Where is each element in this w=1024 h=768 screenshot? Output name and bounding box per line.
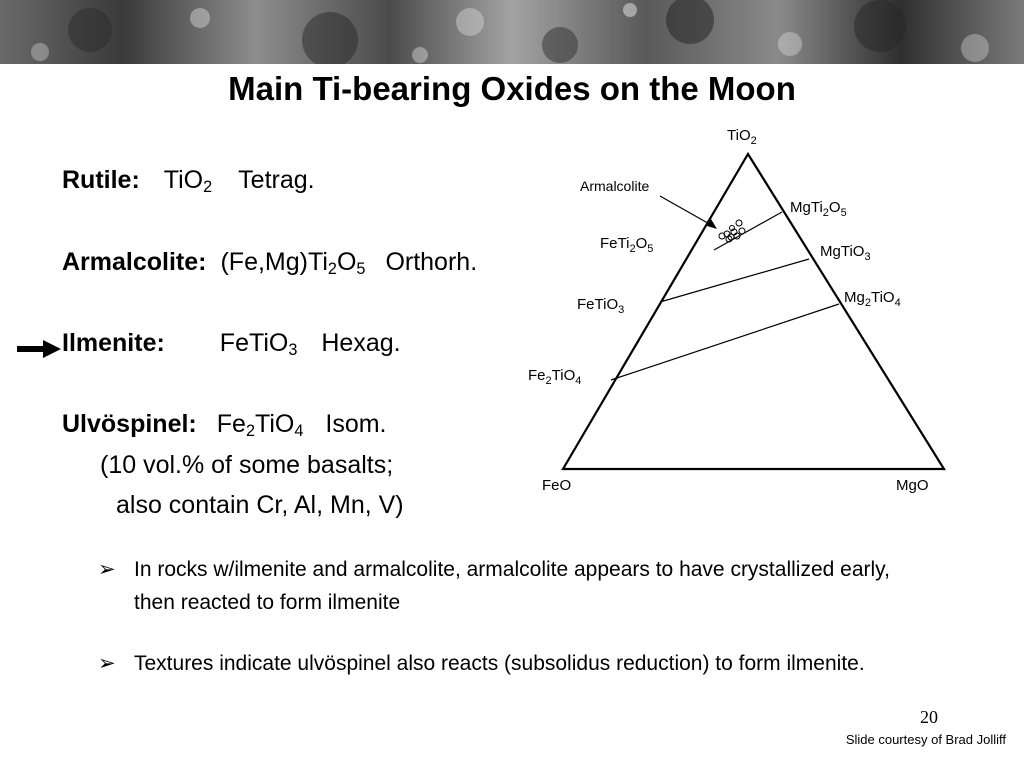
bullet-arrow-icon: ➢ xyxy=(98,652,116,675)
bullet-item xyxy=(98,553,898,619)
bullet-text: Textures indicate ulvöspinel also reacts (subsolidus reduction) to form ilmenite. xyxy=(134,652,865,675)
apex-label-tio2: TiO$_2$ xyxy=(727,127,757,147)
crystal-system: Hexag. xyxy=(321,329,401,357)
mineral-name: Ilmenite: xyxy=(62,329,165,357)
tie-line-ti2o5 xyxy=(714,212,782,250)
bullet-arrow-icon: ➢ xyxy=(98,558,116,581)
slide-credit: Slide courtesy of Brad Jolliff xyxy=(845,732,1006,747)
apex-label-mgo: MgO xyxy=(896,477,929,494)
crystal-system: Isom. xyxy=(325,410,387,438)
label-mgti2o5: $MgTi_2O_5$ xyxy=(790,199,847,219)
label-feti2o5: $FeTi_2O_5$ xyxy=(600,235,654,255)
crystal-system: Orthorh. xyxy=(385,248,478,276)
page-number: 20 xyxy=(920,707,938,727)
ulvospinel-note-line-1: (10 vol.% of some basalts; xyxy=(100,451,394,479)
lunar-surface-banner xyxy=(0,0,1024,64)
label-mg2tio4: $Mg_2TiO_4$ xyxy=(844,289,901,309)
mineral-name: Armalcolite: xyxy=(62,248,207,276)
label-mgtio3: MgTiO$_3$ xyxy=(820,243,871,263)
crystal-system: Tetrag. xyxy=(238,166,315,194)
mineral-name: Rutile: xyxy=(62,166,140,194)
formula: $Fe_2TiO_4$ xyxy=(216,410,304,441)
formula: FeTiO$_3$ xyxy=(219,329,298,360)
crater-texture xyxy=(0,0,1024,64)
bullet-text: In rocks w/ilmenite and armalcolite, armalcolite appears to have crystallized early, then reacted to form ilmenite xyxy=(134,558,890,614)
mineral-name: Ulvöspinel: xyxy=(62,410,197,438)
tie-line-2tio4 xyxy=(611,304,839,380)
label-fetio3: FeTiO$_3$ xyxy=(577,296,625,316)
pointer-arrow-icon xyxy=(17,338,63,365)
mineral-ilmenite xyxy=(62,329,401,360)
mineral-rutile xyxy=(62,166,315,197)
formula: $(Fe,Mg)Ti_2O_5$ xyxy=(220,248,366,279)
slide-title: Main Ti-bearing Oxides on the Moon xyxy=(228,70,796,107)
formula: TiO$_2$ xyxy=(163,166,213,197)
ulvospinel-note-line-2: also contain Cr, Al, Mn, V) xyxy=(116,491,404,519)
apex-label-feo: FeO xyxy=(542,477,572,494)
ternary-diagram xyxy=(510,118,950,500)
armalcolite-label: Armalcolite xyxy=(580,178,650,194)
label-fe2tio4: $Fe_2TiO_4$ xyxy=(528,367,582,387)
bullet-item xyxy=(98,647,898,680)
armalcolite-points xyxy=(719,220,745,242)
mineral-armalcolite xyxy=(62,248,477,279)
mineral-ulvospinel xyxy=(62,410,387,441)
armalcolite-pointer-line xyxy=(660,196,713,226)
